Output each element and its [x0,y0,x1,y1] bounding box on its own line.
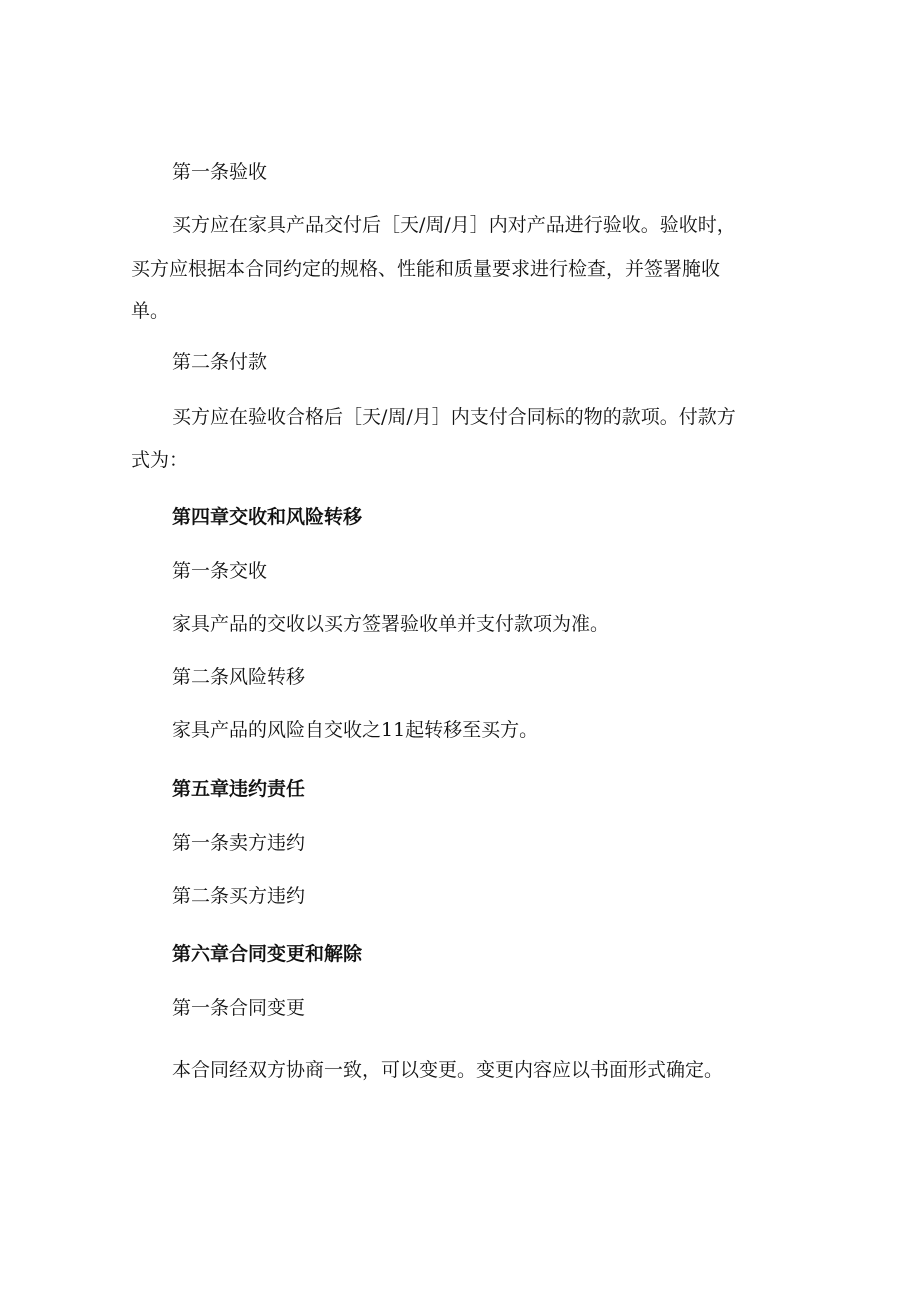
article-title: 第一条验收 [172,161,268,183]
paragraph-line: 家具产品的风险自交收之11起转移至买方。 [172,719,539,741]
article-title: 第二条付款 [172,351,268,373]
chapter-heading: 第六章合同变更和解除 [172,943,363,965]
paragraph-line: 本合同经双方协商一致，可以变更。变更内容应以书面形式确定。 [172,1059,724,1081]
article-title: 第一条交收 [172,560,268,582]
paragraph-line: 式为： [131,449,189,471]
paragraph-line: 买方应在家具产品交付后［天/周/月］内对产品进行验收。验收时， [172,214,736,236]
paragraph-line: 买方应在验收合格后［天/周/月］内支付合同标的物的款项。付款方 [172,406,736,428]
paragraph-line: 家具产品的交收以买方签署验收单并支付款项为准。 [172,613,610,635]
article-title: 第二条风险转移 [172,666,306,688]
paragraph-line: 单。 [131,300,170,322]
article-title: 第一条合同变更 [172,997,306,1019]
chapter-heading: 第四章交收和风险转移 [172,506,363,528]
article-title: 第二条买方违约 [172,885,306,907]
paragraph-line: 买方应根据本合同约定的规格、性能和质量要求进行检查，并签署腌收 [131,258,721,280]
chapter-heading: 第五章违约责任 [172,778,306,800]
article-title: 第一条卖方违约 [172,832,306,854]
